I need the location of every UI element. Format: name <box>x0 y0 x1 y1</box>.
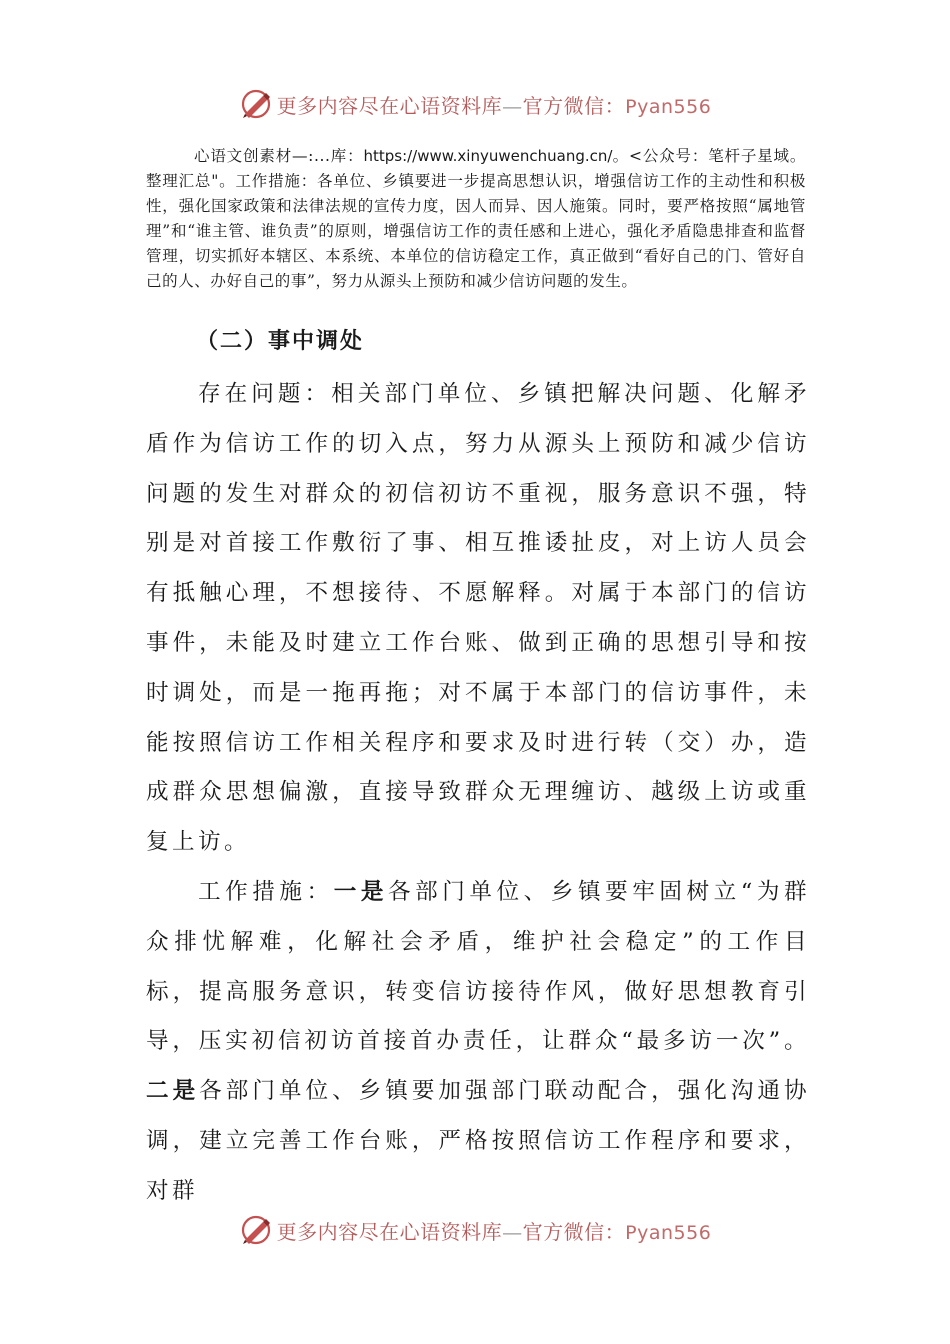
second-marker: 二是 <box>146 1078 200 1105</box>
intro-lead-text: 心语文创素材—:...库： <box>194 147 364 165</box>
first-measure-text: 各部门单位、乡镇要牢固树立“为群众排忧解难，化解社会矛盾，维护社会稳定”的工作目标，提高服务意识，转变信访接待作风，做好思想教育引导，压实初信初访首接首办责任，让群众“最多访一次”。 <box>146 879 811 1055</box>
banner-account: Pyan556 <box>625 95 712 118</box>
intro-paragraph <box>146 144 806 294</box>
banner-account: Pyan556 <box>625 1221 712 1244</box>
banner-text <box>277 1216 712 1245</box>
measures-paragraph <box>146 868 810 1217</box>
problem-paragraph: 存在问题：相关部门单位、乡镇把解决问题、化解矛盾作为信访工作的切入点，努力从源头上预防和减少信访问题的发生对群众的初信初访不重视，服务意识不强，特别是对首接工作敷衍了事、相互推诿扯皮，对上访人员会有抵触心理，不想接待、不愿解释。对属于本部门的信访事件，未能及时建立工作台账、做到正确的思想引导和按时调处，而是一拖再拖；对不属于本部门的信访事件，未能按照信访工作相关程序和要求及时进行转（交）办，造成群众思想偏激，直接导致群众无理缠访、越级上访或重复上访。 <box>146 381 810 856</box>
pen-logo-icon <box>239 87 273 121</box>
banner-separator: — <box>502 93 523 118</box>
banner-channel-label: 官方微信： <box>522 1219 626 1244</box>
banner-main-text: 更多内容尽在心语资料库 <box>276 1219 503 1244</box>
banner-channel-label: 官方微信： <box>522 93 626 118</box>
footer-watermark-banner <box>0 1210 950 1250</box>
banner-separator: — <box>502 1219 523 1244</box>
intro-body-text: 。<公众号：笔杆子星域。整理汇总"。工作措施：各单位、乡镇要进一步提高思想认识，增强信访工作的主动性和积极性，强化国家政策和法律法规的宣传力度，因人而异、因人施策。同时，要严格按照“属地管理”和“谁主管、谁负责”的原则，增强信访工作的责任感和上进心，强化矛盾隐患排查和监督管理，切实抓好本辖区、本系统、本单位的信访稳定工作，真正做到“看好自己的门、管好自己的人、办好自己的事”，努力从源头上预防和减少信访问题的发生。 <box>146 147 806 290</box>
measures-lead: 工作措施： <box>198 879 334 905</box>
second-measure-text: 各部门单位、乡镇要加强部门联动配合，强化沟通协调，建立完善工作台账，严格按照信访工作程序和要求，对群 <box>146 1078 810 1204</box>
banner-main-text: 更多内容尽在心语资料库 <box>276 93 503 118</box>
pen-logo-icon <box>239 1213 273 1247</box>
section-heading: （二）事中调处 <box>196 328 365 354</box>
first-marker: 一是 <box>333 879 388 905</box>
intro-url-link[interactable]: https://www.xinyuwenchuang.cn/ <box>363 147 613 165</box>
banner-text <box>277 90 712 119</box>
header-watermark-banner <box>0 84 950 124</box>
